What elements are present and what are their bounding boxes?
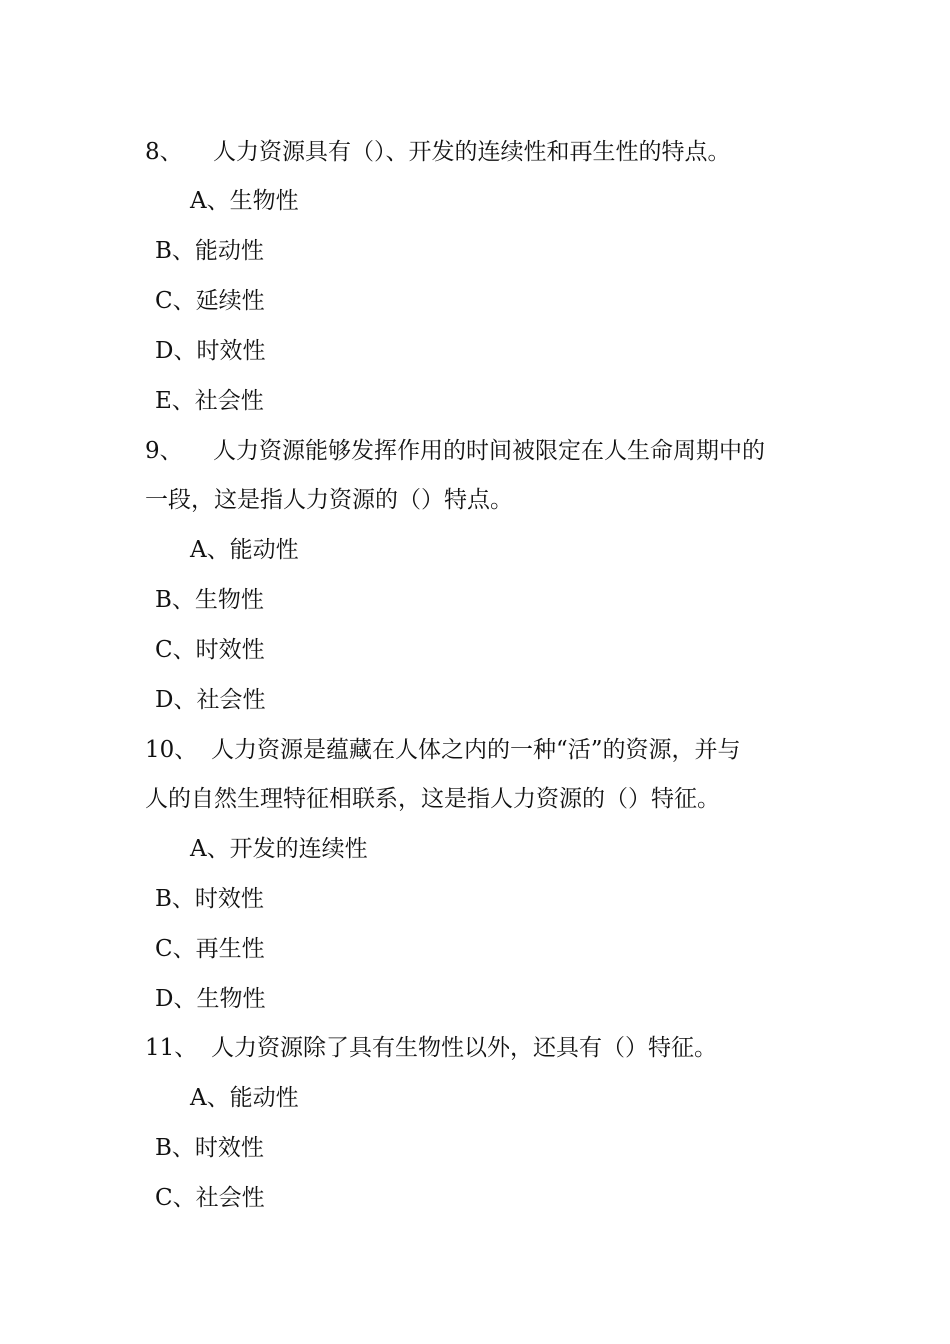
question-9-option-a: A、能动性 [190,537,299,563]
question-10-option-a: A、开发的连续性 [190,836,368,862]
question-9-option-b: B、生物性 [155,587,264,613]
question-number: 9、 [145,438,183,464]
question-10-option-b: B、时效性 [155,886,264,912]
question-text: 人力资源是蕴藏在人体之内的一种“活”的资源，并与 [211,737,741,763]
question-11-option-c: C、社会性 [155,1185,265,1211]
question-9-stem-continued: 一段，这是指人力资源的（）特点。 [145,487,513,513]
question-9-option-d: D、社会性 [155,687,266,713]
question-10-option-d: D、生物性 [155,986,266,1012]
question-number: 8、 [145,139,183,165]
question-text: 人力资源除了具有生物性以外，还具有（）特征。 [211,1035,717,1061]
question-number: 10、 [145,737,198,763]
question-10-stem-continued: 人的自然生理特征相联系，这是指人力资源的（）特征。 [145,786,720,812]
question-11-option-b: B、时效性 [155,1135,264,1161]
question-10-stem [145,735,741,765]
question-9-stem [145,436,765,466]
question-11-stem [145,1033,717,1063]
question-10-option-c: C、再生性 [155,936,265,962]
question-8-option-a: A、生物性 [190,188,299,214]
question-number: 11、 [145,1035,198,1061]
question-text: 人力资源能够发挥作用的时间被限定在人生命周期中的 [213,438,765,464]
question-8-stem [145,137,731,167]
question-text: 人力资源具有（）、开发的连续性和再生性的特点。 [213,139,731,165]
question-8-option-c: C、延续性 [155,288,265,314]
question-8-option-e: E、社会性 [155,388,264,414]
question-8-option-d: D、时效性 [155,338,266,364]
question-9-option-c: C、时效性 [155,637,265,663]
question-8-option-b: B、能动性 [155,238,264,264]
question-11-option-a: A、能动性 [190,1085,299,1111]
